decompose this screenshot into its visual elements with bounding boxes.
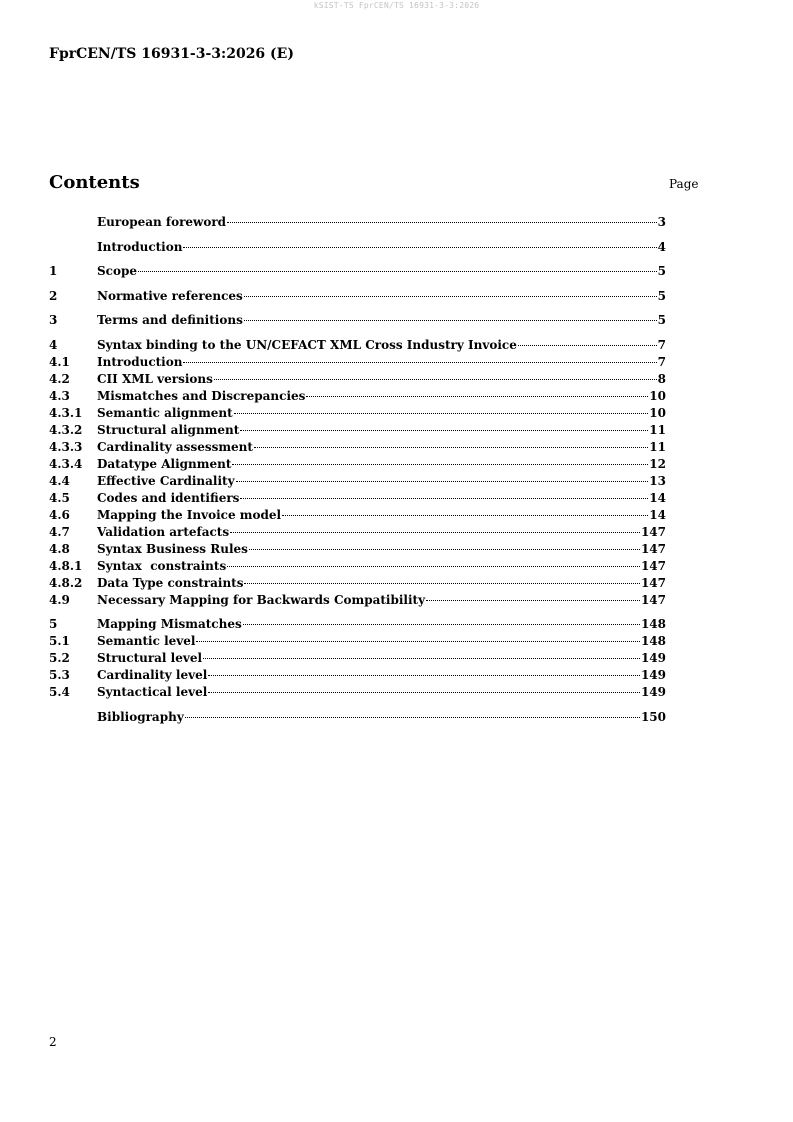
toc-entry[interactable]	[49, 525, 666, 542]
toc-entry-page: 147	[640, 575, 666, 590]
toc-entry-number: 4	[49, 337, 58, 352]
toc-entry-page: 147	[640, 592, 666, 607]
page-column-label: Page	[669, 177, 699, 191]
toc-entry-number: 4.8	[49, 541, 70, 556]
toc-dot-leader	[426, 600, 640, 601]
toc-entry-number: 4.8.1	[49, 558, 83, 573]
toc-entry-title: Validation artefacts	[97, 524, 230, 539]
toc-entry-title: Semantic level	[97, 634, 196, 648]
toc-entry-title: Structural alignment	[97, 422, 240, 437]
toc-entry[interactable]	[49, 372, 666, 389]
toc-entry-page: 14	[649, 490, 666, 505]
toc-dot-leader	[518, 345, 657, 346]
toc-dot-leader	[214, 379, 657, 380]
toc-entry-title: Syntactical level	[97, 685, 208, 699]
toc-dot-leader	[249, 549, 640, 550]
toc-entry-page: 10	[649, 405, 666, 420]
toc-entry-number: 5.4	[49, 685, 70, 699]
toc-entry-page: 148	[640, 617, 666, 631]
toc-entry-number: 4.3.1	[49, 405, 83, 420]
toc-dot-leader	[230, 532, 640, 533]
toc-entry-number: 5.3	[49, 668, 70, 682]
toc-entry-number: 5	[49, 617, 58, 631]
toc-entry[interactable]	[49, 542, 666, 559]
toc-dot-leader	[208, 692, 640, 693]
toc-entry-title: Normative references	[97, 288, 243, 303]
toc-entry[interactable]	[49, 617, 666, 634]
toc-entry[interactable]	[49, 457, 666, 474]
page-number: 2	[49, 1035, 57, 1049]
toc-entry-page: 5	[657, 264, 666, 278]
toc-entry-page: 147	[640, 558, 666, 573]
toc-entry-page: 149	[640, 651, 666, 665]
toc-dot-leader	[240, 430, 648, 431]
toc-entry-page: 149	[640, 685, 666, 699]
toc-entry-title: Codes and identifiers	[97, 490, 240, 505]
toc-entry-number: 4.3.3	[49, 439, 83, 454]
toc-entry[interactable]	[49, 215, 666, 232]
toc-dot-leader	[183, 247, 656, 248]
toc-entry-number: 4.8.2	[49, 575, 83, 590]
toc-entry-title: Syntax Business Rules	[97, 541, 248, 556]
toc-entry-page: 147	[640, 541, 666, 556]
toc-entry[interactable]	[49, 440, 666, 457]
toc-entry-title: Mapping Mismatches	[97, 617, 242, 631]
watermark: kSIST-TS FprCEN/TS 16931-3-3:2026	[313, 1, 480, 10]
toc-entry[interactable]	[49, 474, 666, 491]
toc-dot-leader	[243, 624, 640, 625]
toc-entry-number: 4.9	[49, 592, 70, 607]
toc-entry[interactable]	[49, 559, 666, 576]
toc-entry-title: Datatype Alignment	[97, 456, 232, 471]
toc-entry-page: 8	[657, 371, 666, 386]
toc-entry-title: Data Type constraints	[97, 575, 244, 590]
toc-dot-leader	[232, 464, 648, 465]
toc-entry-number: 4.2	[49, 371, 70, 386]
toc-entry-title: Cardinality level	[97, 668, 208, 682]
toc-entry[interactable]	[49, 389, 666, 406]
toc-entry-title: Mismatches and Discrepancies	[97, 388, 306, 403]
toc-entry-title: Cardinality assessment	[97, 439, 253, 454]
toc-dot-leader	[240, 498, 648, 499]
toc-entry[interactable]	[49, 668, 666, 685]
toc-entry-number: 5.2	[49, 651, 70, 665]
toc-entry-page: 5	[657, 313, 666, 327]
toc-entry-page: 150	[640, 709, 666, 724]
toc-entry-page: 13	[649, 473, 666, 488]
toc-dot-leader	[208, 675, 640, 676]
toc-dot-leader	[236, 481, 649, 482]
contents-title: Contents	[49, 172, 140, 193]
toc-entry-page: 14	[649, 507, 666, 522]
toc-entry-number: 4.1	[49, 354, 70, 369]
toc-entry-title: Bibliography	[97, 709, 184, 724]
toc-entry-page: 148	[640, 634, 666, 648]
toc-entry-page: 147	[640, 524, 666, 539]
toc-entry-number: 2	[49, 288, 58, 303]
toc-entry-number: 4.5	[49, 490, 70, 505]
toc-entry[interactable]	[49, 685, 666, 702]
toc-dot-leader	[183, 362, 656, 363]
toc-dot-leader	[227, 566, 640, 567]
toc-entry-title: Introduction	[97, 239, 183, 254]
toc-dot-leader	[244, 296, 657, 297]
toc-entry-page: 149	[640, 668, 666, 682]
toc-entry[interactable]	[49, 593, 666, 610]
toc-entry[interactable]	[49, 338, 666, 355]
toc-entry-title: Introduction	[97, 354, 183, 369]
toc-entry-number: 4.3.2	[49, 422, 83, 437]
toc-entry-title: Syntax binding to the UN/CEFACT XML Cross Industry Invoice	[97, 337, 517, 352]
toc-entry[interactable]	[49, 634, 666, 651]
toc-entry-title: Semantic alignment	[97, 405, 233, 420]
toc-entry-page: 11	[649, 439, 666, 454]
toc-entry[interactable]	[49, 651, 666, 668]
toc-entry-title: Syntax constraints	[97, 558, 227, 573]
toc-entry-title: Effective Cardinality	[97, 473, 235, 488]
toc-entry-page: 5	[657, 288, 666, 303]
toc-entry-number: 4.3	[49, 388, 70, 403]
toc-entry-number: 4.3.4	[49, 456, 83, 471]
toc-entry-page: 3	[657, 215, 666, 229]
toc-entry-page: 7	[657, 354, 666, 369]
toc-entry-title: Scope	[97, 264, 138, 278]
toc-entry-number: 3	[49, 313, 58, 327]
toc-entry[interactable]	[49, 289, 666, 306]
toc-entry-title: Terms and definitions	[97, 313, 243, 327]
toc-entry-page: 12	[649, 456, 666, 471]
toc-entry[interactable]	[49, 576, 666, 593]
toc-entry-title: European foreword	[97, 215, 227, 229]
toc-entry[interactable]	[49, 710, 666, 727]
toc-entry-page: 11	[649, 422, 666, 437]
toc-dot-leader	[138, 271, 657, 272]
toc-entry-title: CII XML versions	[97, 371, 213, 386]
toc-entry-number: 4.7	[49, 524, 70, 539]
toc-dot-leader	[196, 641, 639, 642]
toc-entry-number: 1	[49, 264, 58, 278]
table-of-contents	[49, 215, 666, 727]
toc-entry[interactable]	[49, 406, 666, 423]
toc-dot-leader	[244, 320, 657, 321]
toc-entry[interactable]	[49, 508, 666, 525]
toc-dot-leader	[203, 658, 640, 659]
toc-dot-leader	[185, 717, 640, 718]
toc-entry-title: Mapping the Invoice model	[97, 507, 282, 522]
toc-entry-page: 7	[657, 337, 666, 352]
toc-entry[interactable]	[49, 491, 666, 508]
toc-dot-leader	[306, 396, 648, 397]
toc-entry[interactable]	[49, 240, 666, 257]
toc-dot-leader	[244, 583, 639, 584]
toc-entry[interactable]	[49, 355, 666, 372]
toc-entry[interactable]	[49, 313, 666, 330]
toc-dot-leader	[254, 447, 648, 448]
toc-entry-page: 4	[657, 239, 666, 254]
toc-entry-number: 4.4	[49, 473, 70, 488]
toc-entry[interactable]	[49, 423, 666, 440]
toc-entry-page: 10	[649, 388, 666, 403]
document-id-header: FprCEN/TS 16931-3-3:2026 (E)	[49, 46, 294, 62]
toc-dot-leader	[234, 413, 649, 414]
toc-dot-leader	[227, 222, 657, 223]
toc-dot-leader	[282, 515, 648, 516]
toc-entry-title: Structural level	[97, 651, 203, 665]
toc-entry-title: Necessary Mapping for Backwards Compatibility	[97, 592, 426, 607]
toc-entry-number: 5.1	[49, 634, 70, 648]
toc-entry[interactable]	[49, 264, 666, 281]
toc-entry-number: 4.6	[49, 507, 70, 522]
